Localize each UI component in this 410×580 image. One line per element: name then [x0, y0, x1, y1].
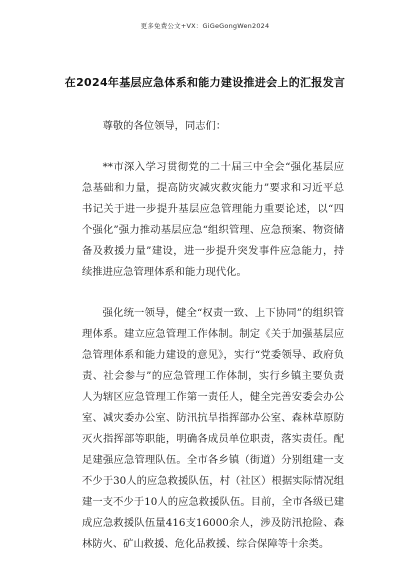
paragraph: **市深入学习贯彻党的二十届三中全会“强化基层应急基础和力量，提高防灾减灾救灾能力”要求和习近平总书记关于进一步提升基层应急管理能力重要论述，以“四个强化”强力推动基层应急“组织管理、应急预案、物资储备及救援力量”建设，进一步提升突发事件应急能力，持续推进应急管理体系和能力现代化。 — [82, 161, 344, 278]
document-body — [82, 116, 344, 555]
document-title: 在2024年基层应急体系和能力建设推进会上的汇报发言 — [64, 76, 346, 89]
paragraph: 强化统一领导，健全“权责一致、上下协同”的组织管理体系。建立应急管理工作体制。制定《关于加强基层应急管理体系和能力建设的意见》，实行“党委领导、政府负责、社会参与”的应急管理工作体制，实行乡镇主要负责人为辖区应急管理工作第一责任人，健全完善安委会办公室、减灾委办公室、防汛抗旱指挥部办公室、森林草原防灭火指挥部等职能，明确各成员单位职责，落实责任。配足建强应急管理队伍。全市各乡镇（街道）分别组建一支不少于30人的应急救援队伍，村（社区）根据实际情况组建一支不少于10人的应急救援队伍。目前，全市各级已建成应急救援队伍量416支16000余人，涉及防汛抢险、森林防火、矿山救援、危化品救援、综合保障等十余类。 — [82, 307, 344, 550]
salutation: 尊敬的各位领导，同志们： — [102, 120, 227, 132]
header-note: 更多免费公文+VX：GiGeGongWen2024 — [140, 22, 270, 30]
